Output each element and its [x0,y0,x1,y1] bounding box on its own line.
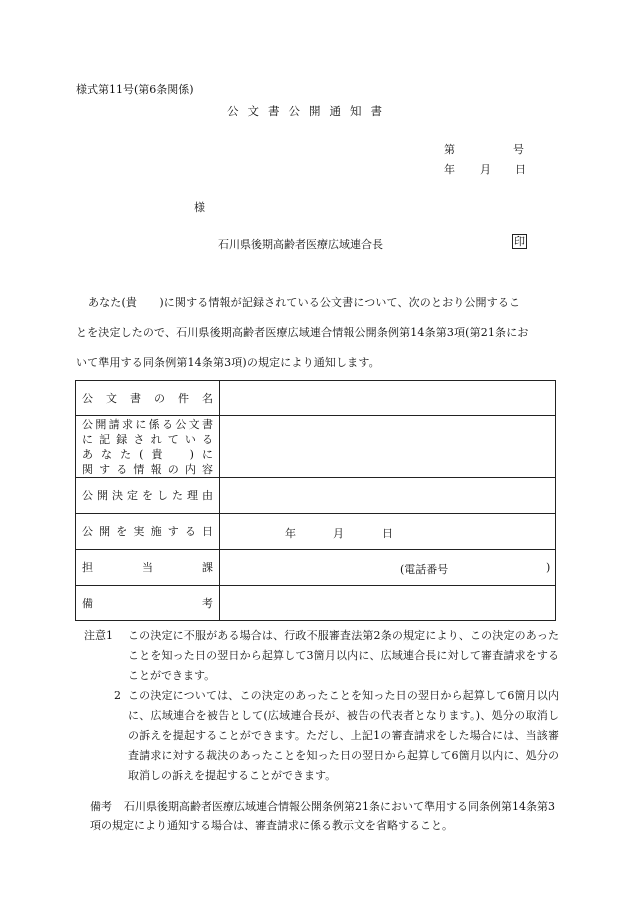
form-table [75,380,556,621]
table-row [76,550,556,586]
date-year: 年 [444,163,455,176]
table-row [76,586,556,621]
value-remarks[interactable] [220,586,556,621]
label-remarks: 備考 [76,586,220,621]
issuer-name: 石川県後期高齢者医療広域連合長 [218,238,383,251]
label-document-name: 公文書の件名 [76,381,220,416]
note-1-text: この決定に不服がある場合は、行政不服審査法第2条の規定により、この決定のあったことを知った日の翌日から起算して3箇月以内に、広域連合長に対して審査請求をすることができます。 [128,629,559,682]
table-row [76,478,556,514]
label-department: 担当課 [76,550,220,586]
table-row [76,514,556,550]
label-disclosure-date: 公開を実施する日 [76,514,220,550]
remark-head: 備考 [90,800,112,813]
phone-label: (電話番号 [400,563,449,576]
value-disclosure-date[interactable] [220,514,556,550]
remark-text: 石川県後期高齢者医療広域連合情報公開条例第21条において準用する同条例第14条第3項の規定により通知する場合は、審査請求に係る教示文を省略すること。 [90,800,555,832]
seal-mark [512,234,527,249]
intro-line-3: いて準用する同条例第14条第3項)の規定により通知します。 [76,356,380,369]
note-2 [84,686,559,786]
value-department[interactable] [220,550,556,586]
addressee-suffix: 様 [194,201,205,214]
date-month: 月 [480,163,491,176]
label-decision-reason: 公開決定をした理由 [76,478,220,514]
document-title: 公文書公開通知書 [227,104,391,118]
label-requested-info: 公開請求に係る公文書 に記録されている あなた(貴 )に 関する情報の内容 [76,416,220,478]
seal-label: 印 [514,235,525,248]
remark-section [90,797,560,835]
number-prefix: 第 [444,143,455,156]
disclosure-year: 年 [285,527,296,540]
note-1 [84,626,559,686]
table-row [76,381,556,416]
value-document-name[interactable] [220,381,556,416]
number-suffix: 号 [513,143,524,156]
notes-section [84,626,559,786]
value-decision-reason[interactable] [220,478,556,514]
date-day: 日 [515,163,526,176]
value-requested-info[interactable] [220,416,556,478]
phone-close: ) [546,561,551,574]
form-number: 様式第11号(第6条関係) [76,83,194,96]
disclosure-day: 日 [382,527,393,540]
intro-line-1: あなた(貴 )に関する情報が記録されている公文書について、次のとおり公開するこ [88,296,521,309]
disclosure-month: 月 [333,527,344,540]
intro-line-2: とを決定したので、石川県後期高齢者医療広域連合情報公開条例第14条第3項(第21条にお [76,326,529,339]
table-row [76,416,556,478]
note-1-head: 注意1 [84,629,113,642]
note-2-text: この決定については、この決定のあったことを知った日の翌日から起算して6箇月以内に、広域連合を被告として(広域連合長が、被告の代表者となります。)、処分の取消しの訴えを提起することができます。ただし、上記1の審査請求をした場合には、当該審査請求に対する裁決のあったことを知った日の翌日から起算して6箇月以内に、処分の取消しの訴えを提起することができます。 [128,689,559,782]
note-2-head: 2 [114,689,121,702]
